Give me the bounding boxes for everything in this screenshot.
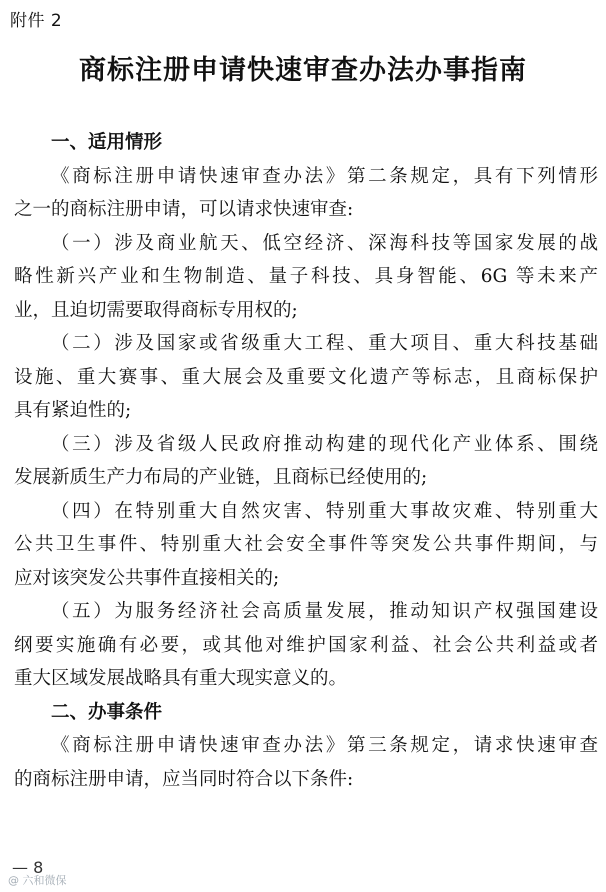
paragraph-line: 纲要实施确有必要，或其他对维护国家利益、社会公共利益或者	[14, 634, 598, 656]
paragraph-line: （五）为服务经济社会高质量发展，推动知识产权强国建设	[51, 601, 598, 622]
paragraph-line: 之一的商标注册申请，可以请求快速审查:	[14, 199, 354, 220]
document-body	[14, 126, 598, 796]
page-number: — 8	[12, 858, 44, 877]
paragraph-line: 设施、重大赛事、重大展会及重要文化遗产等标志，且商标保护	[14, 366, 598, 388]
paragraph-line: 业，且迫切需要取得商标专用权的;	[14, 299, 298, 321]
paragraph-line: 应对该突发公共事件直接相关的;	[14, 567, 280, 589]
paragraph-line: 重大区域发展战略具有重大现实意义的。	[14, 668, 348, 689]
paragraph-line: （四）在特别重大自然灾害、特别重大事故灾难、特别重大	[51, 500, 598, 522]
paragraph-line: 公共卫生事件、特别重大社会安全事件等突发公共事件期间，与	[14, 534, 598, 555]
paragraph-line: （二）涉及国家或省级重大工程、重大项目、重大科技基础	[51, 333, 598, 354]
section-heading-conditions: 二、办事条件	[51, 701, 163, 723]
attachment-label: 附件 2	[10, 11, 63, 31]
watermark-text: @ 六和微保	[8, 874, 67, 887]
document-title: 商标注册申请快速审查办法办事指南	[79, 55, 527, 86]
paragraph-line: 略性新兴产业和生物制造、量子科技、具身智能、6G 等未来产	[14, 266, 598, 287]
paragraph-line: 《商标注册申请快速审查办法》第二条规定，具有下列情形	[51, 165, 598, 187]
paragraph-line: （三）涉及省级人民政府推动构建的现代化产业体系、围绕	[51, 433, 598, 455]
paragraph-line: 的商标注册申请，应当同时符合以下条件:	[14, 768, 354, 790]
section-heading-applicable-situations: 一、适用情形	[51, 132, 163, 153]
paragraph-line: 具有紧迫性的;	[14, 400, 132, 421]
paragraph-line: 发展新质生产力布局的产业链，且商标已经使用的;	[14, 467, 428, 488]
paragraph-line: （一）涉及商业航天、低空经济、深海科技等国家发展的战	[51, 232, 598, 254]
paragraph-line: 《商标注册申请快速审查办法》第三条规定，请求快速审查	[51, 735, 598, 756]
